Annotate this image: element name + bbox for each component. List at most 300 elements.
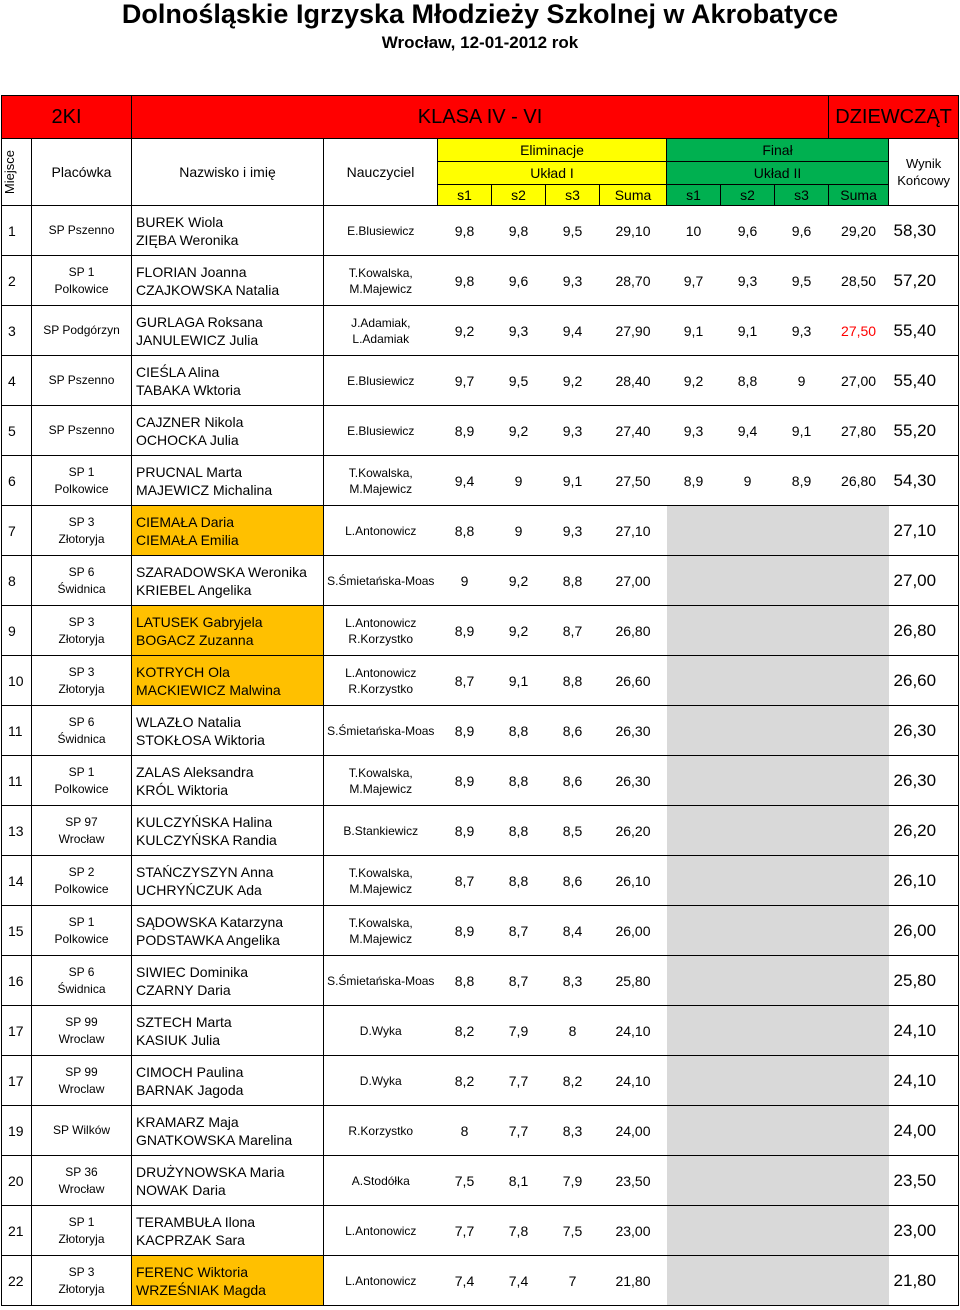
result-cell: 27,10 (889, 506, 959, 556)
elim-score: 8,7 (438, 656, 492, 706)
elim-score: 9,2 (492, 556, 546, 606)
header-teacher: Nauczyciel (324, 139, 438, 206)
teacher-line: L.Antonowicz (345, 615, 417, 630)
elim-score: 9,2 (438, 306, 492, 356)
names-line: FERENC Wiktoria (136, 1263, 249, 1280)
names-line: CIEŚLA Alina (136, 363, 220, 380)
final-sum: 27,50 (829, 306, 889, 356)
names-line: KASIUK Julia (136, 1031, 221, 1048)
elim-score: 8,6 (546, 756, 600, 806)
names-line: SZTECH Marta (136, 1013, 232, 1030)
names-line: PODSTAWKA Angelika (136, 931, 280, 948)
names-cell (132, 806, 324, 856)
school-line: SP 1 (68, 764, 95, 779)
header-e-s1: s1 (438, 185, 492, 206)
names-cell (132, 1006, 324, 1056)
result-cell: 24,10 (889, 1056, 959, 1106)
school-line: SP 3 (68, 1264, 95, 1279)
elim-sum: 27,50 (600, 456, 667, 506)
names-cell (132, 856, 324, 906)
school-line: Złotoryja (58, 1281, 105, 1296)
final-sum: 29,20 (829, 206, 889, 256)
teacher-line: R.Korzystko (348, 681, 414, 696)
table-row (2, 556, 959, 606)
elim-sum: 23,00 (600, 1206, 667, 1256)
names-line: WLAZŁO Natalia (136, 713, 242, 730)
names-line: PRUCNAL Marta (136, 463, 243, 480)
names-line: TERAMBUŁA Ilona (136, 1213, 256, 1230)
teacher-cell (324, 1256, 438, 1306)
elim-sum: 26,20 (600, 806, 667, 856)
final-score: 9,4 (721, 406, 775, 456)
teacher-cell (324, 256, 438, 306)
names-line: LATUSEK Gabryjela (136, 613, 263, 630)
table-row (2, 456, 959, 506)
header-routine-1: Układ I (438, 162, 667, 185)
elim-score: 7,5 (438, 1156, 492, 1206)
names-line: WRZEŚNIAK Magda (136, 1281, 266, 1298)
header-e-s3: s3 (546, 185, 600, 206)
names-line: STOKŁOSA Wiktoria (136, 731, 265, 748)
elim-score: 9,7 (438, 356, 492, 406)
no-final-block (667, 706, 889, 756)
names-line: BOGACZ Zuzanna (136, 631, 254, 648)
names-cell (132, 656, 324, 706)
elim-score: 9,3 (546, 506, 600, 556)
school-cell (32, 1206, 132, 1256)
school-line: Polkowice (54, 881, 109, 896)
table-row (2, 1006, 959, 1056)
school-cell (32, 506, 132, 556)
teacher-line: S.Śmietańska-Moas (327, 573, 435, 588)
school-line: SP 99 (65, 1064, 98, 1079)
names-line: KULCZYŃSKA Halina (136, 813, 273, 830)
school-cell (32, 756, 132, 806)
school-line: SP 1 (68, 1214, 95, 1229)
elim-score: 8 (438, 1106, 492, 1156)
teacher-line: L.Antonowicz (345, 665, 417, 680)
elim-sum: 27,10 (600, 506, 667, 556)
elim-sum: 23,50 (600, 1156, 667, 1206)
place-cell: 2 (2, 256, 32, 306)
names-line: JANULEWICZ Julia (136, 331, 259, 348)
teacher-line: T.Kowalska, (348, 265, 413, 280)
names-line: KACPRZAK Sara (136, 1231, 245, 1248)
result-cell: 24,00 (889, 1106, 959, 1156)
elim-score: 8,7 (546, 606, 600, 656)
elim-sum: 21,80 (600, 1256, 667, 1306)
elim-score: 8,9 (438, 606, 492, 656)
elim-sum: 26,00 (600, 906, 667, 956)
names-cell (132, 756, 324, 806)
teacher-line: S.Śmietańska-Moas (327, 723, 435, 738)
table-row (2, 1056, 959, 1106)
elim-score: 8,1 (492, 1156, 546, 1206)
no-final-block (667, 756, 889, 806)
elim-score: 8,2 (438, 1056, 492, 1106)
school-cell (32, 1256, 132, 1306)
place-cell: 1 (2, 206, 32, 256)
names-line: NOWAK Daria (136, 1181, 226, 1198)
result-cell: 26,00 (889, 906, 959, 956)
no-final-block (667, 956, 889, 1006)
place-cell: 9 (2, 606, 32, 656)
names-line: GURLAGA Roksana (136, 313, 263, 330)
header-f-s1: s1 (667, 185, 721, 206)
teacher-cell (324, 906, 438, 956)
names-line: GNATKOWSKA Marelina (136, 1131, 293, 1148)
elim-score: 8,8 (438, 506, 492, 556)
no-final-block (667, 1256, 889, 1306)
elim-score: 8,2 (546, 1056, 600, 1106)
teacher-line: E.Blusiewicz (347, 423, 415, 438)
elim-score: 8 (546, 1006, 600, 1056)
elim-score: 9,4 (546, 306, 600, 356)
elim-score: 7,7 (492, 1056, 546, 1106)
elim-score: 9 (492, 456, 546, 506)
school-cell (32, 1006, 132, 1056)
elim-sum: 28,40 (600, 356, 667, 406)
elim-score: 7,5 (546, 1206, 600, 1256)
table-row (2, 256, 959, 306)
header-f-s2: s2 (721, 185, 775, 206)
teacher-cell (324, 806, 438, 856)
elim-score: 9,8 (492, 206, 546, 256)
result-cell: 24,10 (889, 1006, 959, 1056)
place-cell: 20 (2, 1156, 32, 1206)
names-line: MACKIEWICZ Malwina (136, 681, 281, 698)
names-line: CIEMAŁA Emilia (136, 531, 239, 548)
names-cell (132, 1156, 324, 1206)
names-line: ZALAS Aleksandra (136, 763, 254, 780)
header-name: Nazwisko i imię (132, 139, 324, 206)
place-cell: 5 (2, 406, 32, 456)
result-cell: 25,80 (889, 956, 959, 1006)
final-score: 8,8 (721, 356, 775, 406)
names-line: TABAKA Wktoria (136, 381, 241, 398)
place-cell: 4 (2, 356, 32, 406)
teacher-cell (324, 456, 438, 506)
school-line: SP Podgórzyn (43, 323, 120, 337)
elim-sum: 25,80 (600, 956, 667, 1006)
names-cell (132, 556, 324, 606)
elim-score: 9,3 (492, 306, 546, 356)
elim-score: 8,3 (546, 956, 600, 1006)
school-cell (32, 1156, 132, 1206)
place-cell: 6 (2, 456, 32, 506)
elim-score: 8,6 (546, 706, 600, 756)
result-cell: 26,60 (889, 656, 959, 706)
names-line: UCHRYŃCZUK Ada (136, 881, 262, 898)
elim-score: 8,7 (492, 906, 546, 956)
elim-sum: 27,90 (600, 306, 667, 356)
elim-sum: 24,10 (600, 1006, 667, 1056)
elim-sum: 26,60 (600, 656, 667, 706)
names-cell (132, 906, 324, 956)
elim-score: 9,4 (438, 456, 492, 506)
school-line: SP 3 (68, 664, 95, 679)
teacher-line: T.Kowalska, (348, 465, 413, 480)
result-cell: 58,30 (889, 206, 959, 256)
table-row (2, 1106, 959, 1156)
elim-score: 7,8 (492, 1206, 546, 1256)
header-row-1 (2, 139, 959, 162)
table-row (2, 206, 959, 256)
header-f-s3: s3 (775, 185, 829, 206)
teacher-line: M.Majewicz (349, 481, 413, 496)
teacher-cell (324, 556, 438, 606)
elim-score: 9,8 (438, 206, 492, 256)
school-cell (32, 406, 132, 456)
school-line: SP 36 (65, 1164, 98, 1179)
place-cell: 10 (2, 656, 32, 706)
school-line: Wrocław (58, 831, 105, 846)
result-cell: 26,30 (889, 756, 959, 806)
result-cell: 23,50 (889, 1156, 959, 1206)
table-row (2, 1256, 959, 1306)
school-line: Świdnica (57, 581, 106, 596)
school-line: SP 6 (68, 964, 95, 979)
names-cell (132, 956, 324, 1006)
result-cell: 26,30 (889, 706, 959, 756)
header-result: Wynik Końcowy (889, 139, 959, 206)
place-cell: 14 (2, 856, 32, 906)
result-cell: 23,00 (889, 1206, 959, 1256)
result-cell: 55,40 (889, 356, 959, 406)
elim-score: 8,8 (546, 656, 600, 706)
names-cell (132, 1256, 324, 1306)
names-line: KOTRYCH Ola (136, 663, 230, 680)
elim-score: 9,5 (492, 356, 546, 406)
final-score: 9,1 (667, 306, 721, 356)
teacher-line: D.Wyka (359, 1023, 402, 1038)
school-cell (32, 206, 132, 256)
teacher-line: R.Korzystko (348, 1123, 414, 1138)
teacher-cell (324, 856, 438, 906)
place-cell: 7 (2, 506, 32, 556)
names-line: OCHOCKA Julia (136, 431, 239, 448)
elim-score: 8,3 (546, 1106, 600, 1156)
teacher-cell (324, 206, 438, 256)
final-score: 9 (775, 356, 829, 406)
names-line: MAJEWICZ Michalina (136, 481, 273, 498)
names-cell (132, 706, 324, 756)
no-final-block (667, 806, 889, 856)
names-line: SIWIEC Dominika (136, 963, 249, 980)
elim-score: 8,8 (492, 756, 546, 806)
place-cell: 17 (2, 1006, 32, 1056)
school-cell (32, 656, 132, 706)
elim-sum: 27,40 (600, 406, 667, 456)
names-line: SĄDOWSKA Katarzyna (136, 913, 284, 930)
school-line: SP Pszenno (48, 373, 115, 387)
final-score: 8,9 (775, 456, 829, 506)
school-line: SP 97 (65, 814, 98, 829)
category-gender: DZIEWCZĄT (829, 96, 959, 139)
teacher-line: E.Blusiewicz (347, 373, 415, 388)
elim-score: 7 (546, 1256, 600, 1306)
elim-score: 9,1 (492, 656, 546, 706)
names-line: CZAJKOWSKA Natalia (136, 281, 280, 298)
final-score: 9,1 (775, 406, 829, 456)
school-cell (32, 906, 132, 956)
category-band (2, 96, 959, 139)
names-line: STAŃCZYSZYN Anna (136, 863, 274, 880)
place-cell: 16 (2, 956, 32, 1006)
elim-sum: 29,10 (600, 206, 667, 256)
names-cell (132, 356, 324, 406)
names-line: CAJZNER Nikola (136, 413, 244, 430)
elim-score: 8,7 (492, 956, 546, 1006)
table-row (2, 1156, 959, 1206)
elim-score: 9,3 (546, 406, 600, 456)
names-line: FLORIAN Joanna (136, 263, 247, 280)
elim-score: 8,9 (438, 906, 492, 956)
school-cell (32, 356, 132, 406)
elim-score: 9,5 (546, 206, 600, 256)
elim-score: 8,7 (438, 856, 492, 906)
school-line: SP 3 (68, 614, 95, 629)
header-f-sum: Suma (829, 185, 889, 206)
school-cell (32, 856, 132, 906)
teacher-cell (324, 956, 438, 1006)
final-score: 9,2 (667, 356, 721, 406)
school-line: SP 1 (68, 914, 95, 929)
teacher-cell (324, 506, 438, 556)
table-row (2, 656, 959, 706)
school-line: SP Pszenno (48, 223, 115, 237)
school-line: Złotoryja (58, 631, 105, 646)
final-score: 9,3 (721, 256, 775, 306)
school-line: SP 1 (68, 464, 95, 479)
result-cell: 54,30 (889, 456, 959, 506)
result-cell: 55,20 (889, 406, 959, 456)
header-final: Finał (667, 139, 889, 162)
result-cell: 21,80 (889, 1256, 959, 1306)
names-line: BARNAK Jagoda (136, 1081, 244, 1098)
final-score: 10 (667, 206, 721, 256)
school-cell (32, 706, 132, 756)
teacher-cell (324, 306, 438, 356)
school-line: Złotoryja (58, 531, 105, 546)
table-row (2, 706, 959, 756)
no-final-block (667, 606, 889, 656)
elim-sum: 26,30 (600, 706, 667, 756)
school-line: Polkowice (54, 931, 109, 946)
category-code: 2KI (2, 96, 132, 139)
teacher-cell (324, 706, 438, 756)
final-sum: 26,80 (829, 456, 889, 506)
school-cell (32, 806, 132, 856)
names-line: SZARADOWSKA Weronika (136, 563, 307, 580)
elim-score: 9,3 (546, 256, 600, 306)
header-routine-2: Układ II (667, 162, 889, 185)
table-row (2, 756, 959, 806)
teacher-line: M.Majewicz (349, 781, 413, 796)
elim-score: 8,8 (492, 806, 546, 856)
page-title: Dolnośląskie Igrzyska Młodzieży Szkolnej w Akrobatyce (121, 0, 839, 29)
names-cell (132, 206, 324, 256)
final-score: 8,9 (667, 456, 721, 506)
school-line: Złotoryja (58, 1231, 105, 1246)
teacher-line: A.Stodółka (351, 1173, 410, 1188)
elim-score: 9,8 (438, 256, 492, 306)
place-cell: 8 (2, 556, 32, 606)
results-table (1, 95, 959, 1306)
school-line: Złotoryja (58, 681, 105, 696)
elim-score: 8,9 (438, 406, 492, 456)
page-subtitle: Wrocław, 12-01-2012 rok (381, 33, 579, 52)
elim-score: 9,1 (546, 456, 600, 506)
teacher-line: L.Antonowicz (345, 523, 417, 538)
teacher-line: S.Śmietańska-Moas (327, 973, 435, 988)
place-cell: 11 (2, 706, 32, 756)
names-line: KRAMARZ Maja (136, 1113, 239, 1130)
elim-sum: 26,80 (600, 606, 667, 656)
names-line: DRUŻYNOWSKA Maria (136, 1163, 285, 1180)
elim-score: 7,9 (546, 1156, 600, 1206)
elim-score: 8,8 (546, 556, 600, 606)
place-cell: 21 (2, 1206, 32, 1256)
elim-score: 8,9 (438, 706, 492, 756)
school-line: SP 6 (68, 564, 95, 579)
table-row (2, 956, 959, 1006)
place-cell: 19 (2, 1106, 32, 1156)
result-cell: 26,20 (889, 806, 959, 856)
school-line: SP 1 (68, 264, 95, 279)
table-row (2, 856, 959, 906)
header-e-sum: Suma (600, 185, 667, 206)
elim-score: 9,6 (492, 256, 546, 306)
school-line: Świdnica (57, 731, 106, 746)
no-final-block (667, 656, 889, 706)
elim-sum: 24,00 (600, 1106, 667, 1156)
names-line: ZIĘBA Weronika (136, 231, 239, 248)
elim-score: 9,2 (546, 356, 600, 406)
place-cell: 17 (2, 1056, 32, 1106)
result-cell: 26,80 (889, 606, 959, 656)
no-final-block (667, 1056, 889, 1106)
teacher-cell (324, 1156, 438, 1206)
no-final-block (667, 1156, 889, 1206)
elim-score: 9,2 (492, 406, 546, 456)
elim-sum: 26,30 (600, 756, 667, 806)
place-cell: 11 (2, 756, 32, 806)
final-sum: 28,50 (829, 256, 889, 306)
place-cell: 13 (2, 806, 32, 856)
no-final-block (667, 1206, 889, 1256)
names-line: KRIEBEL Angelika (136, 581, 252, 598)
school-line: SP Pszenno (48, 423, 115, 437)
school-line: SP 3 (68, 514, 95, 529)
final-sum: 27,00 (829, 356, 889, 406)
teacher-line: L.Adamiak (352, 331, 410, 346)
teacher-line: M.Majewicz (349, 881, 413, 896)
elim-score: 7,4 (438, 1256, 492, 1306)
table-row (2, 1206, 959, 1256)
school-cell (32, 606, 132, 656)
teacher-cell (324, 1106, 438, 1156)
school-line: Świdnica (57, 981, 106, 996)
elim-score: 8,8 (438, 956, 492, 1006)
teacher-cell (324, 356, 438, 406)
elim-score: 8,5 (546, 806, 600, 856)
no-final-block (667, 906, 889, 956)
category-class: KLASA IV - VI (132, 96, 829, 139)
teacher-cell (324, 606, 438, 656)
teacher-cell (324, 756, 438, 806)
result-cell: 57,20 (889, 256, 959, 306)
